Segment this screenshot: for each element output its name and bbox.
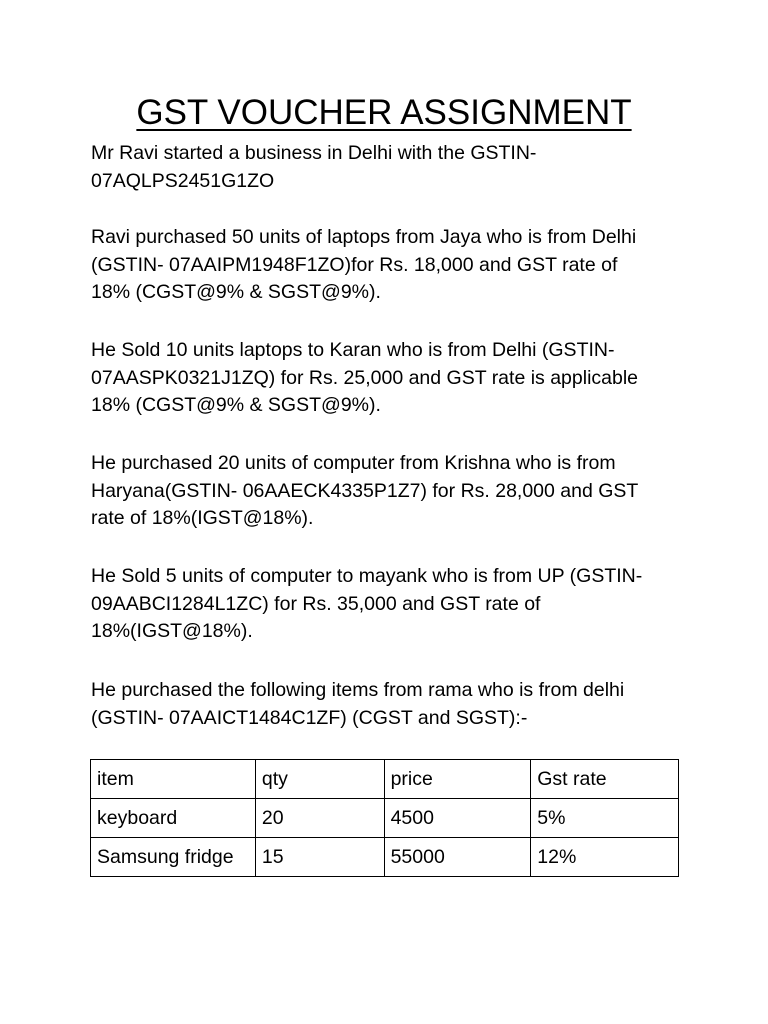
table-header-cell: price — [384, 760, 531, 799]
table-cell: 55000 — [384, 838, 531, 877]
table-header-row — [91, 760, 679, 799]
table-cell: 4500 — [384, 799, 531, 838]
table-cell: 20 — [255, 799, 384, 838]
table-row — [91, 799, 679, 838]
paragraph-computer-purchase: He purchased 20 units of computer from Krishna who is from Haryana(GSTIN- 06AAECK4335P1Z7) for Rs. 28,000 and GST rate of 18%(IGST@18%). — [91, 452, 639, 529]
paragraph-laptop-sale: He Sold 10 units laptops to Karan who is from Delhi (GSTIN- 07AASPK0321J1ZQ) for Rs. 25,000 and GST rate is applicable 18% (CGST@9% & SGST@9%). — [91, 339, 639, 416]
table-cell: Samsung fridge — [91, 838, 256, 877]
table-cell: keyboard — [91, 799, 256, 838]
document-title: GST VOUCHER ASSIGNMENT — [136, 93, 632, 132]
table-header-cell: Gst rate — [531, 760, 679, 799]
paragraph-items-purchase: He purchased the following items from rama who is from delhi (GSTIN- 07AAICT1484C1ZF) (CGST and SGST):- — [91, 679, 625, 729]
table-header-cell: qty — [255, 760, 384, 799]
table-header-cell: item — [91, 760, 256, 799]
paragraph-computer-sale: He Sold 5 units of computer to mayank who is from UP (GSTIN- 09AABCI1284L1ZC) for Rs. 35,000 and GST rate of 18%(IGST@18%). — [91, 565, 643, 642]
items-table — [90, 759, 679, 877]
table-cell: 12% — [531, 838, 679, 877]
table-cell: 15 — [255, 838, 384, 877]
table-row — [91, 838, 679, 877]
table-cell: 5% — [531, 799, 679, 838]
paragraph-laptop-purchase: Ravi purchased 50 units of laptops from Jaya who is from Delhi (GSTIN- 07AAIPM1948F1ZO)for Rs. 18,000 and GST rate of 18% (CGST@9% & SGST@9%). — [91, 226, 637, 303]
paragraph-business-intro: Mr Ravi started a business in Delhi with the GSTIN- 07AQLPS2451G1ZO — [91, 142, 537, 192]
